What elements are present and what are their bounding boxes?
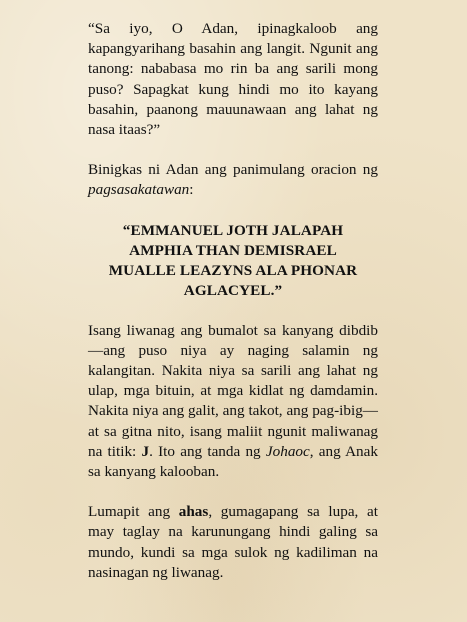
incantation-block xyxy=(88,221,378,301)
paragraph-serpent xyxy=(88,502,378,583)
paragraph-light xyxy=(88,321,378,483)
johaoc-italic: Johaoc xyxy=(265,442,310,460)
oracion-intro-text: Binigkas ni Adan ang panimulang oracion ng xyxy=(88,161,378,179)
light-text-before: Isang liwanag ang bumalot sa kanyang dibdib—ang puso niya ay naging salamin ng kalangitan. Nakita niya sa sarili ang lahat ng ulap, mga bituin, at mga kidlat ng damdamin. Nakita niya ang galit, ang takot, ang pag-ibig—at sa gitna nito, isang maliit ngunit maliwanag na titik: xyxy=(88,321,378,460)
paragraph-prophecy: “Sa iyo, O Adan, ipinagkaloob ang kapangyarihang basahin ang langit. Ngunit ang tanong: nababasa mo rin ba ang sarili mong puso? Sapagkat kung hindi mo ito kayang basahin, paanong mauunawaan ang lahat ng nasa itaas?” xyxy=(88,20,378,139)
serpent-text-before: Lumapit ang xyxy=(88,503,179,521)
paragraph-gap xyxy=(88,140,378,160)
incantation-line-2: AMPHIA THAN DEMISRAEL xyxy=(129,241,337,259)
light-text-after: , ang Anak sa kanyang kalooban. xyxy=(88,442,378,481)
document-page xyxy=(88,19,378,583)
incantation-line-4: AGLACYEL.” xyxy=(183,281,283,299)
paragraph-oracion-intro xyxy=(88,160,378,200)
letter-j-bold: J xyxy=(141,442,150,460)
paragraph-gap xyxy=(88,301,378,321)
paragraph-gap xyxy=(88,201,378,221)
ahas-bold: ahas xyxy=(178,503,209,521)
incantation-line-3: MUALLE LEAZYNS ALA PHONAR xyxy=(108,261,358,279)
incantation-line-1: “EMMANUEL JOTH JALAPAH xyxy=(122,221,344,239)
oracion-term-italic: pagsasakatawan xyxy=(88,181,190,199)
light-text-middle: . Ito ang tanda ng xyxy=(149,442,266,460)
serpent-text-after: , gumagapang sa lupa, at may taglay na karunungang hindi galing sa mundo, kundi sa mga sulok ng kadiliman na nasinagan ng liwanag. xyxy=(88,503,379,581)
paragraph-gap xyxy=(88,482,378,502)
oracion-intro-colon: : xyxy=(189,181,194,199)
